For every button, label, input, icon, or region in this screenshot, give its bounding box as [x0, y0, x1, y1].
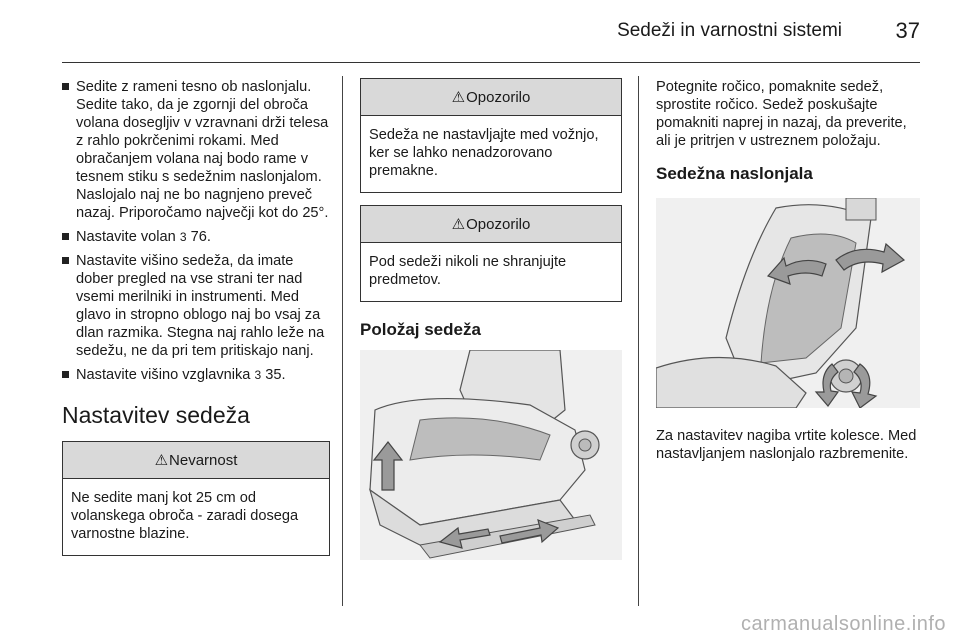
list-item: Nastavite višino sedeža, da imate dober pregled na vse strani ter nad vsemi merilniki in instrumenti. Med glavo in stropno oblogo naj bo vsaj za dlan razmika. Stegna naj rahlo leže na sedežu, ne da pri tem pritiskajo nanj. [62, 252, 330, 360]
column-1 [62, 78, 330, 568]
paragraph: Za nastavitev nagiba vrtite kolesce. Med nastavljanjem naslonjalo razbremenite. [656, 428, 917, 462]
header-divider [62, 62, 920, 63]
paragraph: Potegnite ročico, pomaknite sedež, sprostite ročico. Sedež poskušajte pomakniti naprej in nazaj, da preverite, ali je pritrjen v ustreznem položaju. [656, 79, 907, 149]
bullet-square-icon [62, 233, 69, 240]
list-item: Sedite z rameni tesno ob naslonjalu. Sedite tako, da je zgornji del obroča volana dosegljiv v vzravnani drži telesa z rahlo pokrčenimi rokami. Med obračanjem volana naj bodo rame v tesnem stiku s sedežnim naslonjalom. Naslojalo naj ne bo nagnjeno preveč nazaj. Priporočamo največji kot do 25°. [62, 78, 330, 222]
warning-triangle-icon: ⚠ [451, 89, 466, 106]
page-ref-arrow-icon: 3 [179, 230, 187, 244]
column-divider-1 [342, 76, 343, 606]
danger-box-body: Ne sedite manj kot 25 cm od volanskega obroča - zaradi dosega varnostne blazine. [71, 490, 299, 542]
column-2 [360, 78, 622, 565]
column-3 [656, 78, 922, 477]
header-title: Sedeži in varnostni sistemi [617, 20, 842, 41]
warning-box-body: Pod sedeži nikoli ne shranjujte predmetov. [369, 254, 567, 288]
section-title: Nastavitev sedeža [62, 402, 250, 428]
watermark: carmanualsonline.info [740, 613, 946, 635]
warning-box-2 [360, 205, 622, 302]
bullet-list [62, 78, 330, 384]
warning-box-body: Sedeža ne nastavljajte med vožnjo, ker se lahko nenadzorovano premakne. [369, 127, 599, 179]
warning-box-1 [360, 78, 622, 193]
page-ref-arrow-icon: 3 [254, 368, 262, 382]
backrest-illustration [656, 198, 920, 408]
column-divider-2 [638, 76, 639, 606]
page-ref-link[interactable]: 35. [265, 367, 286, 383]
page-ref-link[interactable]: 76. [190, 229, 211, 245]
warning-triangle-icon: ⚠ [154, 452, 169, 469]
warning-triangle-icon: ⚠ [451, 216, 466, 233]
list-item: Nastavite višino vzglavnika 3 35. [62, 366, 330, 384]
subsection-title: Sedežna naslonjala [656, 164, 813, 183]
bullet-square-icon [62, 371, 69, 378]
danger-box [62, 441, 330, 556]
subsection-title: Položaj sedeža [360, 320, 481, 339]
page-number: 37 [895, 18, 920, 43]
list-item: Nastavite volan 3 76. [62, 228, 330, 246]
bullet-square-icon [62, 83, 69, 90]
page-header [0, 0, 960, 62]
bullet-square-icon [62, 257, 69, 264]
warning-box-header: ⚠ Opozorilo [361, 79, 621, 116]
warning-box-header: ⚠ Opozorilo [361, 206, 621, 243]
seat-position-illustration [360, 350, 622, 560]
danger-box-header: ⚠ Nevarnost [63, 442, 329, 479]
